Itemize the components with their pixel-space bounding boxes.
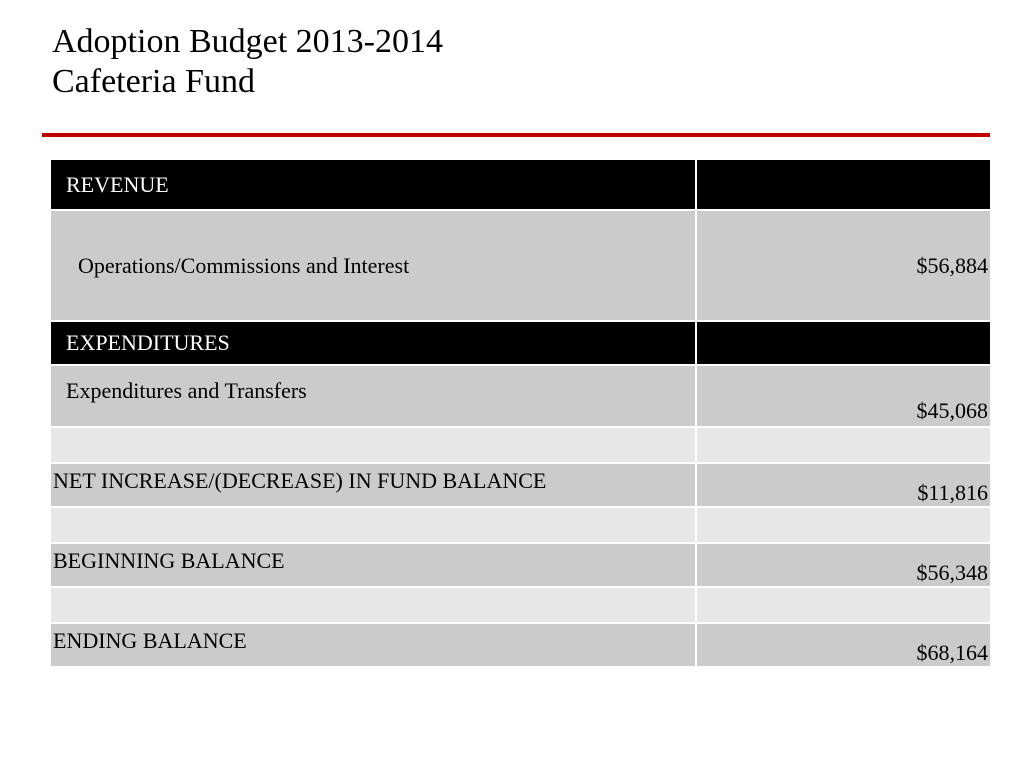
spacer-cell <box>51 588 697 624</box>
expenditures-header: EXPENDITURES <box>51 322 697 366</box>
spacer-cell <box>697 588 990 624</box>
spacer-cell <box>51 428 697 464</box>
revenue-item-label: Operations/Commissions and Interest <box>51 211 697 322</box>
revenue-header-amount-cell <box>697 160 990 211</box>
revenue-header-row <box>51 160 990 211</box>
table-row <box>51 544 990 588</box>
title-line-2: Cafeteria Fund <box>52 63 255 100</box>
expenditures-item-label: Expenditures and Transfers <box>51 366 697 428</box>
revenue-header: REVENUE <box>51 160 697 211</box>
net-change-amount: $11,816 <box>697 464 990 508</box>
expenditures-item-amount: $45,068 <box>697 366 990 428</box>
beginning-balance-amount: $56,348 <box>697 544 990 588</box>
table-row <box>51 366 990 428</box>
expenditures-header-row <box>51 322 990 366</box>
budget-table <box>51 160 990 668</box>
net-change-label: NET INCREASE/(DECREASE) IN FUND BALANCE <box>51 464 697 508</box>
spacer-row <box>51 508 990 544</box>
title-line-1: Adoption Budget 2013-2014 <box>52 23 443 60</box>
spacer-cell <box>697 508 990 544</box>
spacer-row <box>51 428 990 464</box>
beginning-balance-label: BEGINNING BALANCE <box>51 544 697 588</box>
ending-balance-label: ENDING BALANCE <box>51 624 697 668</box>
ending-balance-amount: $68,164 <box>697 624 990 668</box>
spacer-cell <box>697 428 990 464</box>
expenditures-header-amount-cell <box>697 322 990 366</box>
title-divider <box>42 133 990 137</box>
spacer-cell <box>51 508 697 544</box>
table-row <box>51 211 990 322</box>
table-row <box>51 624 990 668</box>
revenue-item-amount: $56,884 <box>697 211 990 322</box>
table-row <box>51 464 990 508</box>
spacer-row <box>51 588 990 624</box>
slide-title <box>52 22 443 102</box>
